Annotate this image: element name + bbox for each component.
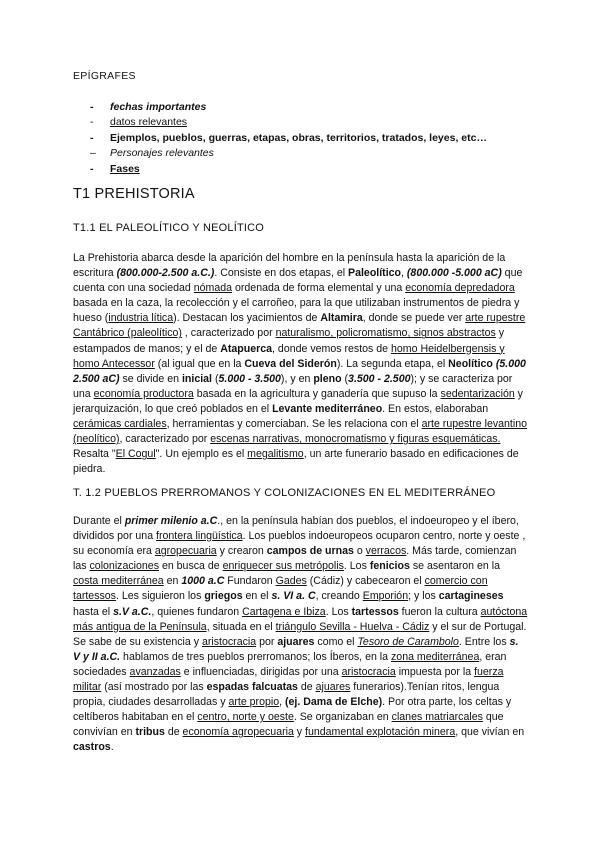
data-term: ajuares — [315, 681, 351, 694]
key-term: Levante mediterráneo — [272, 402, 383, 415]
data-term: aristocracia — [201, 635, 257, 648]
legend-item-fechas — [90, 100, 530, 115]
key-term: cartagineses — [438, 590, 504, 603]
key-term: (ej. Dama de Elche) — [285, 696, 383, 709]
key-term: castros — [73, 741, 111, 754]
date-span: 1000 a.C — [181, 575, 225, 588]
epigrafes-title: EPÍGRAFES — [73, 70, 136, 82]
legend-label: fechas importantes — [110, 101, 207, 113]
paragraph-prehistoria: La Prehistoria abarca desde la aparición del hombre en la península hasta la aparición de la escritura (800.000-2.500 a.C.). Consiste en dos etapas, el Paleolítico, (800.000 -5.000 aC) que cuenta con una sociedad nómada ordenada de forma elemental y una economía depredadora basada en la caza, la recolección y el carroñeo, para la que utilizaban instrumentos de piedra y hueso (industria lítica). Destacan los yacimientos de Altamira, donde se puede ver arte rupestre Cantábrico (paleolítico) , caracterizado por naturalismo, policromatismo, signos abstractos y estampados de manos; y el de Atapuerca, donde vemos restos de homo Heidelbergensis y homo Antecessor (al igual que en la Cueva del Siderón). La segunda etapa, el Neolítico (5.000 2.500 aC) se divide en inicial (5.000 - 3.500), y en pleno (3.500 - 2.500); y se caracteriza por una economía productora basada en la agricultura y ganadería que supuso la sedentarización y jerarquización, lo que creó poblados en el Levante mediterráneo. En estos, elaboraban cerámicas cardiales, herramientas y comerciaban. Se les relaciona con el arte rupestre levantino (neolítico), caracterizado por escenas narrativas, monocromatismo y figuras esquemáticas. Resalta "El Cogul". Un ejemplo es el megalitismo, un arte funerario basado en edificaciones de piedra. — [73, 252, 528, 476]
date-span: s.V a.C. — [113, 605, 152, 618]
legend-label: Personajes relevantes — [110, 147, 214, 160]
date-span: primer milenio a.C — [124, 515, 218, 527]
key-term: griegos — [204, 590, 243, 603]
data-term: Emporión — [362, 590, 409, 603]
key-term: pleno — [313, 372, 342, 385]
key-term: campos de urnas — [266, 545, 354, 558]
data-term: fundamental explotación minera — [305, 726, 456, 739]
date-span: (800.000-2.500 a.C.) — [116, 267, 215, 280]
legend-item-ejemplos — [90, 131, 530, 146]
data-term: centro, norte y oeste — [197, 711, 294, 724]
data-term: fuerza militar — [73, 665, 504, 694]
data-term: Gades — [275, 575, 307, 588]
data-term: Cartagena e Ibiza — [242, 605, 326, 618]
data-term: naturalismo, policromatismo, signos abstractos — [275, 327, 496, 340]
date-span: (5.000 2.500 aC) — [73, 357, 526, 385]
date-span: 5.000 - 3.500 — [218, 372, 281, 385]
date-span: s. VI a. C — [271, 590, 316, 603]
data-term: homo Heidelbergensis y homo Antecessor — [73, 342, 505, 370]
data-term: triángulo Sevilla - Huelva - Cádiz — [275, 620, 430, 633]
legend-item-fases — [90, 162, 530, 177]
data-term: cerámicas cardiales — [73, 418, 167, 431]
data-term: arte rupestre levantino (neolítico) — [73, 418, 528, 446]
legend-bullet: - — [90, 101, 94, 113]
legend-bullet: - — [90, 131, 94, 144]
legend-item-personajes — [90, 146, 530, 161]
section-title-paleolitico: T1.1 EL PALEOLÍTICO Y NEOLÍTICO — [73, 222, 265, 234]
data-term: zona mediterránea — [391, 650, 480, 663]
data-term: economía productora — [93, 387, 194, 400]
data-term: verracos — [365, 545, 407, 558]
key-term: Cueva del Siderón — [244, 357, 337, 370]
data-term: Tesoro de Carambolo — [357, 635, 459, 648]
legend-bullet: - — [90, 162, 94, 175]
paragraph-pueblos: Durante el primer milenio a.C., en la península habían dos pueblos, el indoeuropeo y el íbero, divididos por una frontera lingüística. Los pueblos indoeuropeos ocuparon centro, norte y oeste , su economía era agropecuaria y crearon campos de urnas o verracos. Más tarde, comienzan las colonizaciones en busca de enriquecer sus metrópolis. Los fenicios se asentaron en la costa mediterránea en 1000 a.C Fundaron Gades (Cádiz) y cabecearon el comercio con tartessos. Les siguieron los griegos en el s. VI a. C, creando Emporión; y los cartagineses hasta el s.V a.C., quienes fundaron Cartagena e Ibiza. Los tartessos fueron la cultura autóctona más antigua de la Península, situada en el triángulo Sevilla - Huelva - Cádiz y el sur de Portugal. Se sabe de su existencia y aristocracia por ajuares como el Tesoro de Carambolo. Entre los s. V y II a.C. hablamos de tres pueblos prerromanos; los Íberos, en la zona mediterránea, eran sociedades avanzadas e influenciadas, dirigidas por una aristocracia impuesta por la fuerza militar (así mostrado por las espadas falcuatas de ajuares funerarios).Tenían ritos, lengua propia, ciudades desarrolladas y arte propio, (ej. Dama de Elche). Por otra parte, los celtas y celtíberos habitaban en el centro, norte y oeste. Se organizaban en clanes matriarcales que convivían en tribus de economía agropecuaria y fundamental explotación minera, que vivían en castros. — [73, 515, 528, 754]
data-term: frontera lingüística — [156, 530, 243, 543]
key-term: Altamira — [320, 312, 363, 325]
legend-bullet: - — [90, 116, 94, 129]
key-term: tartessos — [351, 605, 399, 618]
legend-label: datos relevantes — [110, 116, 188, 129]
data-term: nómada — [193, 282, 233, 295]
data-term: agropecuaria — [154, 545, 217, 558]
key-term: Atapuerca — [220, 342, 273, 355]
data-term: industria lítica — [108, 312, 174, 325]
data-term: clanes matriarcales — [391, 711, 483, 724]
data-term: El Cogul — [115, 448, 156, 461]
legend-item-datos — [90, 115, 530, 130]
data-term: comercio con tartessos — [73, 575, 488, 603]
key-term: tribus — [135, 726, 165, 739]
key-term: inicial — [181, 372, 212, 385]
key-term: Neolítico — [448, 357, 493, 370]
legend-bullet: – — [90, 147, 96, 160]
data-term: colonizaciones — [89, 560, 159, 573]
data-term: megalitismo — [247, 448, 304, 461]
legend-label: Fases — [110, 162, 140, 175]
key-term: Paleolítico — [348, 267, 402, 280]
section-title-pueblos: T. 1.2 PUEBLOS PRERROMANOS Y COLONIZACIONES EN EL MEDITERRÁNEO — [73, 487, 496, 499]
data-term: costa mediterránea — [73, 575, 164, 588]
data-term: escenas narrativas, monocromatismo y figuras esquemáticas. — [210, 433, 501, 446]
data-term: aristocracia — [341, 665, 396, 678]
date-span: s. V y II a.C. — [73, 635, 519, 663]
data-term: arte rupestre Cantábrico (paleolítico) — [73, 312, 526, 340]
key-term: fenicios — [369, 560, 410, 573]
key-term: ajuares — [277, 635, 315, 648]
date-span: (800.000 -5.000 aC) — [406, 267, 502, 280]
date-span: 3.500 - 2.500 — [348, 372, 411, 385]
key-term: espadas falcuatas — [206, 681, 298, 694]
data-term: economía depredadora — [405, 282, 515, 295]
legend-label: Ejemplos, pueblos, guerras, etapas, obras, territorios, tratados, leyes, etc… — [110, 131, 487, 144]
data-term: economía agropecuaria — [182, 726, 294, 739]
main-heading: T1 PREHISTORIA — [73, 186, 195, 202]
data-term: enriquecer sus metrópolis — [222, 560, 344, 573]
data-term: arte propio — [228, 696, 280, 709]
epigrafes-legend — [90, 100, 530, 177]
data-term: sedentarización — [440, 387, 515, 400]
data-term: autóctona más antigua de la Península, — [73, 605, 528, 633]
data-term: avanzadas — [129, 665, 181, 678]
